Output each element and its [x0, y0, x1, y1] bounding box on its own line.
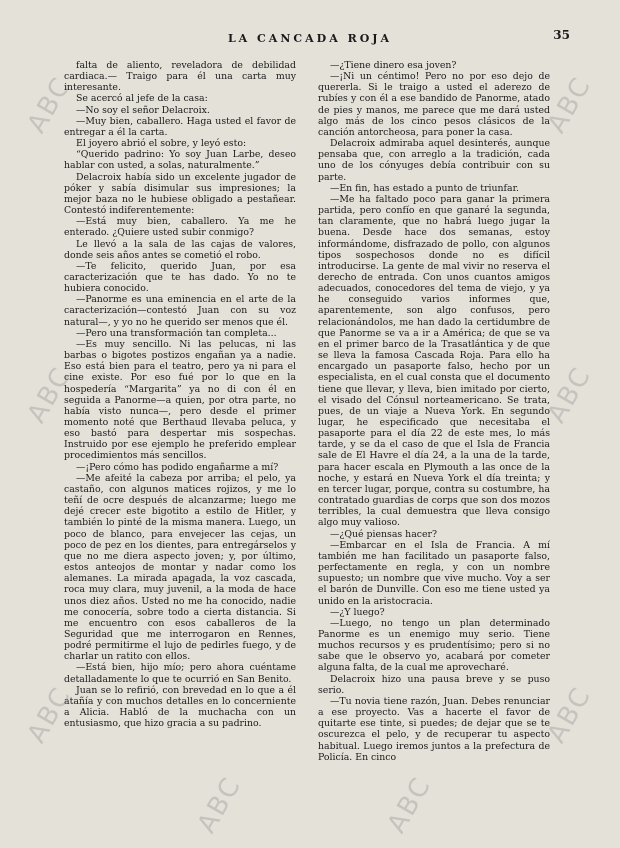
- paragraph: El joyero abrió el sobre, y leyó esto:: [76, 138, 247, 150]
- watermark: ABC: [381, 771, 438, 839]
- paragraph: Le llevó a la sala de las cajas de valores, donde seis años antes se cometió el robo.: [64, 238, 296, 261]
- paragraph: —Me afeité la cabeza por arriba; el pelo, ya castaño, con algunos matices rojizos, y me lo teñí de ocre después de alcanzarme; luego me dejé crecer este bigotito a estilo de Hitler, y también lo pinté de la misma manera. Luego, un poco de blanco, para envejecer las cejas, un poco de pez en los dientes, para entregárselos y que no me diera aspecto joven; y, por último, estos anteojos de montar y nadar como los alemanes. La mirada apagada, la voz cascada, roca muy clara, muy juvenil, a la moda de hace unos diez años. Usted no me ha conocido, nadie me conocería, sobre todo a cierta distancia. Si me encuentro con esos caballeros de la Seguridad que me interrogaron en Rennes, podré permitirme el lujo de pedirles fuego, y de charlar un ratito con ellos.: [64, 472, 296, 663]
- paragraph: —Pero una transformación tan completa...: [76, 327, 277, 339]
- right-column: [318, 60, 550, 763]
- paragraph: Delacroix había sido un excelente jugador de póker y sabía disimular sus impresiones; la mejor baza no le hubiese obligado a pestañear. Contestó indiferentemente:: [64, 171, 296, 217]
- watermark: ABC: [21, 71, 78, 139]
- paragraph: Juan se lo refirió, con brevedad en lo que a él atañía y con muchos detalles en lo concerniente a Alicia. Habló de la muchacha con un entusiasmo, que hizo gracia a su padrino.: [64, 684, 296, 730]
- paragraph: —¡Pero cómo has podido engañarme a mí?: [76, 461, 279, 473]
- paragraph: —Luego, no tengo un plan determinado Panorme es un enemigo muy serio. Tiene muchos recursos y es prudentísimo; pero si no sabe que le observo yo, acabará por cometer alguna falta, de la cual me aprovecharé.: [318, 617, 550, 674]
- paragraph: Se acercó al jefe de la casa:: [76, 93, 208, 105]
- paragraph: —Está muy bien, caballero. Ya me he enterado. ¿Quiere usted subir conmigo?: [64, 216, 296, 239]
- paragraph: —Embarcar en el Isla de Francia. A mí también me han facilitado un pasaporte falso, perfectamente en regla, y con un nombre supuesto; un nombre que vive mucho. Voy a ser el barón de Dunville. Con eso me tiene usted ya unido en la aristocracia.: [318, 539, 550, 607]
- paragraph: falta de aliento, reveladora de debilidad cardiaca.— Traigo para él una carta muy interesante.: [64, 60, 296, 94]
- watermark: ABC: [191, 771, 248, 839]
- paragraph: —Te felicito, querido Juan, por esa caracterización que te has dado. Yo no te hubiera conocido.: [64, 260, 296, 295]
- paragraph: Delacroix admiraba aquel desinterés, aunque pensaba que, con arreglo a la tradición, cada uno de los cónyuges debía contribuir con su parte.: [318, 138, 550, 183]
- page-header: [60, 28, 570, 48]
- running-title: LA CANCADA ROJA: [227, 32, 393, 45]
- paragraph: Delacroix hizo una pausa breve y se puso serio.: [318, 673, 550, 696]
- watermark: ABC: [541, 681, 598, 749]
- page-number: 35: [553, 28, 570, 42]
- paragraph: —Panorme es una eminencia en el arte de la caracterización—contestó Juan con su voz natural—, y yo no he querido ser menos que él.: [64, 294, 296, 328]
- paragraph: —Es muy sencillo. Ni las pelucas, ni las barbas o bigotes postizos engañan ya a nadie. Eso está bien para el teatro, pero ya ni para el cine existe. Por eso fué por lo que en la hospedería “Margarita” ya no di con él en seguida a Panorme—a quien, por otra parte, no había visto nunca—, pero desde el primer momento noté que Berthaud llevaba peluca, y eso bastó para despertar mis sospechas. Instruido por ese ejemplo he preferido emplear procedimientos más sencillos.: [64, 338, 296, 462]
- paragraph: —¿Qué piensas hacer?: [330, 528, 438, 540]
- paragraph: —En fin, has estado a punto de triunfar.: [330, 182, 519, 194]
- watermark: ABC: [21, 361, 78, 429]
- watermark: ABC: [541, 71, 598, 139]
- paragraph: —Tu novia tiene razón, Juan. Debes renunciar a ese proyecto. Vas a hacerte el favor de quitarte ese tinte, si puedes; de dejar que se te oscurezca el pelo, y de recuperar tu aspecto habitual. Luego iremos juntos a la prefectura de Policía. En cinco: [318, 695, 550, 763]
- paragraph: —Está bien, hijo mío; pero ahora cuéntame detalladamente lo que te ocurrió en San Benito.: [64, 662, 296, 685]
- watermark: ABC: [21, 681, 78, 749]
- paragraph: —¿Tiene dinero esa joven?: [330, 60, 457, 71]
- watermark: ABC: [541, 361, 598, 429]
- paragraph: “Querido padrino: Yo soy Juan Larbe, deseo hablar con usted, a solas, naturalmente.”: [64, 149, 296, 172]
- paragraph: —Muy bien, caballero. Haga usted el favor de entregar a él la carta.: [64, 115, 296, 138]
- paragraph: —¿Y luego?: [330, 606, 385, 618]
- left-column: [64, 60, 296, 729]
- paragraph: —No soy el señor Delacroix.: [76, 104, 210, 116]
- paragraph: —Me ha faltado poco para ganar la primera partida, pero confío en que ganaré la segunda, tan claramente, que no habrá luego jugar la buena. Desde hace dos semanas, estoy informándome, disfrazado de pollo, con algunos tipos sospechosos donde no es difícil introducirse. La gente de mal vivir no reserva el derecho de entrada. Con unos cuantos amigos adecuados, conocedores del tema de viejo, y ya he conseguido varios informes que, aparentemente, son algo confusos, pero relacionándolos, me han dado la certidumbre de que Panorme se va a ir a América; de que se va en el primer barco de la Trasatlántica y de que se lleva la famosa Cascada Roja. Para ello ha encargado un pasaporte falso, hecho por un especialista, en el cual consta que el documento tiene que llevar, y lleva, bien imitado por cierto, el visado del Cónsul norteamericano. Se trata, pues, de un viaje a Nueva York. En segundo lugar, he especificado que necesitaba el pasaporte para el día 22 de este mes, lo más tarde, y se da el caso de que el Isla de Francia sale de El Havre el día 24, a la una de la tarde, para hacer escala en Plymouth a las once de la noche, y estará en Nueva York el día treinta; y en tercer lugar, porque, contra su costumbre, ha contratado guardias de corps que son dos mozos terribles, la cual demuestra que lleva consigo algo muy valioso.: [318, 193, 550, 529]
- paragraph: —¡Ni un céntimo! Pero no por eso dejo de quererla. Si le traigo a usted el aderezo de rubíes y con él a ese bandido de Panorme, atado de pies y manos, me parece que me dará usted algo más de los cinco pesos clásicos de la canción antorcheosa, para poner la casa.: [318, 71, 550, 138]
